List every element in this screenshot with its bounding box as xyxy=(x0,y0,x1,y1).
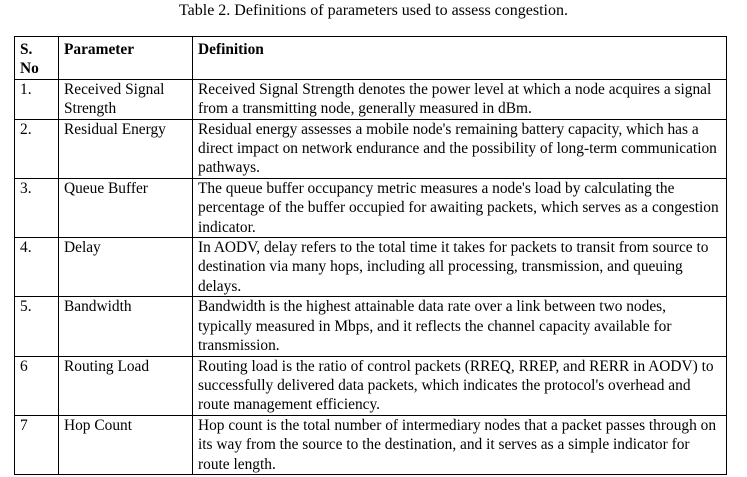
table-row xyxy=(15,79,727,119)
header-sno: S. No xyxy=(15,37,59,80)
row-definition: Hop count is the total number of intermediary nodes that a packet passes through on its way from the source to the destination, and it serves as a simple indicator for route length. xyxy=(193,415,727,474)
table-header-row xyxy=(15,37,727,80)
table-row xyxy=(15,178,727,237)
row-definition: Received Signal Strength denotes the power level at which a node acquires a signal from a transmitting node, generally measured in dBm. xyxy=(193,79,727,119)
row-parameter: Delay xyxy=(59,238,193,297)
table-row xyxy=(15,297,727,356)
row-definition: Residual energy assesses a mobile node's remaining battery capacity, which has a direct impact on network endurance and the possibility of long-term communication pathways. xyxy=(193,119,727,178)
row-sno: 2. xyxy=(15,119,59,178)
row-sno: 4. xyxy=(15,238,59,297)
row-definition: In AODV, delay refers to the total time it takes for packets to transit from source to destination via many hops, including all processing, transmission, and queuing delays. xyxy=(193,238,727,297)
row-parameter: Queue Buffer xyxy=(59,178,193,237)
row-parameter: Residual Energy xyxy=(59,119,193,178)
row-parameter: Routing Load xyxy=(59,356,193,415)
table-row xyxy=(15,415,727,474)
definitions-table xyxy=(14,36,727,475)
row-definition: Routing load is the ratio of control packets (RREQ, RREP, and RERR in AODV) to successfully delivered data packets, which indicates the protocol's overhead and route management efficiency. xyxy=(193,356,727,415)
row-parameter: Hop Count xyxy=(59,415,193,474)
row-sno: 7 xyxy=(15,415,59,474)
row-definition: Bandwidth is the highest attainable data rate over a link between two nodes, typically measured in Mbps, and it reflects the channel capacity available for transmission. xyxy=(193,297,727,356)
row-sno: 3. xyxy=(15,178,59,237)
row-sno: 6 xyxy=(15,356,59,415)
table-row xyxy=(15,356,727,415)
table-caption: Table 2. Definitions of parameters used to assess congestion. xyxy=(178,2,568,19)
row-sno: 1. xyxy=(15,79,59,119)
row-definition: The queue buffer occupancy metric measures a node's load by calculating the percentage of the buffer occupied for awaiting packets, which serves as a congestion indicator. xyxy=(193,178,727,237)
header-definition: Definition xyxy=(193,37,727,80)
row-parameter: Received Signal Strength xyxy=(59,79,193,119)
table-row xyxy=(15,238,727,297)
row-sno: 5. xyxy=(15,297,59,356)
table-row xyxy=(15,119,727,178)
header-parameter: Parameter xyxy=(59,37,193,80)
row-parameter: Bandwidth xyxy=(59,297,193,356)
